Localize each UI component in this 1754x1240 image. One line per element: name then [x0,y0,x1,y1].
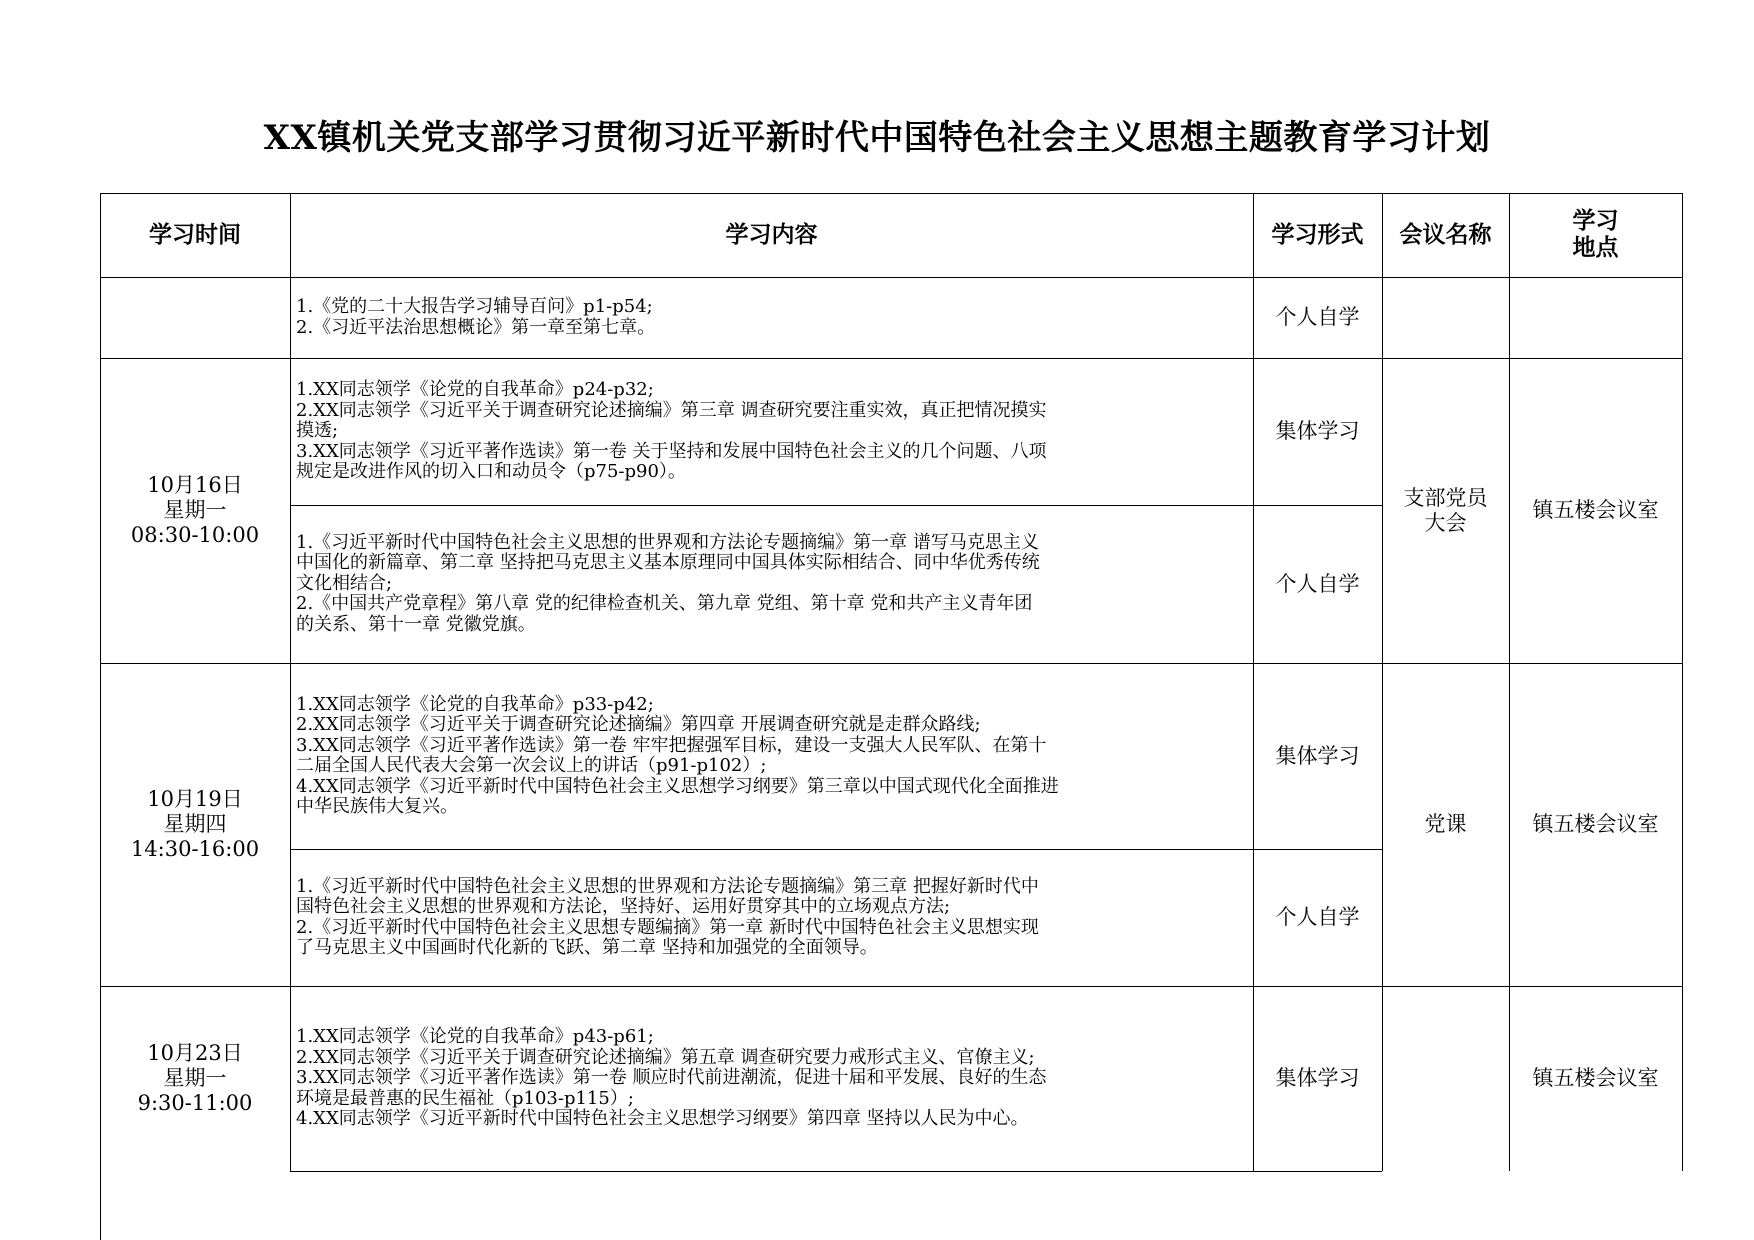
content-cell [290,358,1253,505]
header-meeting [1382,193,1509,277]
content-line: 2.XX同志领学《习近平关于调查研究论述摘编》第五章 调查研究要力戒形式主义、官僚主义; [296,1046,1035,1068]
header-form [1253,193,1382,277]
content-line: 1.XX同志领学《论党的自我革命》p43-p61; [296,1026,654,1048]
content-line: 4.XX同志领学《习近平新时代中国特色社会主义思想学习纲要》第四章 坚持以人民为中心。 [296,1108,1029,1130]
form-cell [1253,849,1382,986]
time-date: 10月23日 [147,1041,243,1065]
place-cell [1509,358,1682,663]
form-cell [1253,986,1382,1171]
content-line: 1.《习近平新时代中国特色社会主义思想的世界观和方法论专题摘编》第三章 把握好新时代中 [296,875,1039,897]
form-cell [1253,663,1382,849]
content-cell [290,986,1253,1171]
form-label: 个人自学 [1275,305,1360,329]
meeting-cell [1382,358,1509,663]
header-place [1509,193,1682,277]
form-label: 集体学习 [1275,419,1360,443]
form-label: 集体学习 [1275,1066,1360,1090]
content-line: 中国化的新篇章、第二章 坚持把马克思主义基本原理同中国具体实际相结合、同中华优秀传统 [296,552,1040,574]
content-line: 3.XX同志领学《习近平著作选读》第一卷 牢牢把握强军目标，建设一支强大人民军队、在第十 [296,734,1047,756]
content-line: 2.《习近平法治思想概论》第一章至第七章。 [296,316,656,338]
header-meeting-label: 会议名称 [1399,221,1492,248]
form-cell [1253,358,1382,505]
time-cell [100,663,290,986]
content-line: 的关系、第十一章 党徽党旗。 [296,613,536,635]
time-cell [100,986,290,1171]
time-weekday: 星期一 [163,1066,227,1090]
table-right-border [1682,193,1683,1171]
content-line: 1.XX同志领学《论党的自我革命》p33-p42; [296,693,654,715]
content-line: 4.XX同志领学《习近平新时代中国特色社会主义思想学习纲要》第三章以中国式现代化全面推进 [296,775,1059,797]
time-weekday: 星期一 [163,498,227,522]
header-place-label-line1: 学习 [1572,208,1619,234]
header-time [100,193,290,277]
time-weekday: 星期四 [163,812,227,836]
content-line: 1.《党的二十大报告学习辅导百问》p1-p54; [296,296,653,317]
content-line: 2.《中国共产党章程》第八章 党的纪律检查机关、第九章 党组、第十章 党和共产主义青年团 [296,593,1033,615]
content-line: 环境是最普惠的民生福祉（p103-p115）; [296,1087,634,1109]
content-cell [290,505,1253,663]
content-line: 二届全国人民代表大会第一次会议上的讲话（p91-p102）; [296,755,767,776]
form-cell [1253,505,1382,663]
content-cell [290,849,1253,986]
content-line: 文化相结合; [296,572,393,594]
time-range: 9:30-11:00 [137,1091,253,1115]
header-place-label-line2: 地点 [1572,235,1619,261]
meeting-cell [1382,663,1509,986]
time-range: 14:30-16:00 [130,837,260,861]
place-label: 镇五楼会议室 [1532,498,1659,522]
time-cell [100,358,290,663]
content-line: 3.XX同志领学《习近平著作选读》第一卷 顺应时代前进潮流，促进十届和平发展、良好的生态 [296,1067,1047,1089]
content-line: 3.XX同志领学《习近平著作选读》第一卷 关于坚持和发展中国特色社会主义的几个问题、八项 [296,440,1047,462]
time-date: 10月16日 [147,473,243,497]
place-label: 镇五楼会议室 [1532,1066,1659,1090]
content-line: 2.XX同志领学《习近平关于调查研究论述摘编》第三章 调查研究要注重实效，真正把情况摸实 [296,399,1047,421]
form-cell [1253,277,1382,358]
content-line: 2.XX同志领学《习近平关于调查研究论述摘编》第四章 开展调查研究就是走群众路线; [296,714,981,735]
meeting-label: 党课 [1424,812,1467,836]
content-line: 中华民族伟大复兴。 [296,796,458,817]
content-line: 摸透; [296,420,339,442]
header-content-label: 学习内容 [725,221,818,248]
header-content [290,193,1253,277]
content-line: 了马克思主义中国画时代化新的飞跃、第二章 坚持和加强党的全面领导。 [296,937,878,958]
content-bottom-border [290,1171,1382,1172]
place-cell [1509,986,1682,1171]
content-cell [290,663,1253,849]
time-range: 08:30-10:00 [130,523,260,547]
content-line: 1.《习近平新时代中国特色社会主义思想的世界观和方法论专题摘编》第一章 谱写马克思主义 [296,531,1039,553]
form-label: 个人自学 [1275,571,1360,596]
place-label: 镇五楼会议室 [1532,812,1659,836]
content-line: 1.XX同志领学《论党的自我革命》p24-p32; [296,379,654,401]
time-date: 10月19日 [147,787,243,811]
form-label: 个人自学 [1275,905,1360,929]
content-line: 国特色社会主义思想的世界观和方法论，坚持好、运用好贯穿其中的立场观点方法; [296,896,951,917]
meeting-label: 支部党员大会 [1403,485,1488,535]
place-cell [1509,663,1682,986]
page-title: XX镇机关党支部学习贯彻习近平新时代中国特色社会主义思想主题教育学习计划 [263,118,1491,158]
content-line: 2.《习近平新时代中国特色社会主义思想专题编摘》第一章 新时代中国特色社会主义思想实现 [296,916,1039,938]
content-line: 规定是改进作风的切入口和动员令（p75-p90）。 [296,461,686,483]
header-time-label: 学习时间 [149,221,241,248]
content-cell [290,277,1253,358]
header-form-label: 学习形式 [1271,221,1364,248]
form-label: 集体学习 [1275,743,1360,768]
